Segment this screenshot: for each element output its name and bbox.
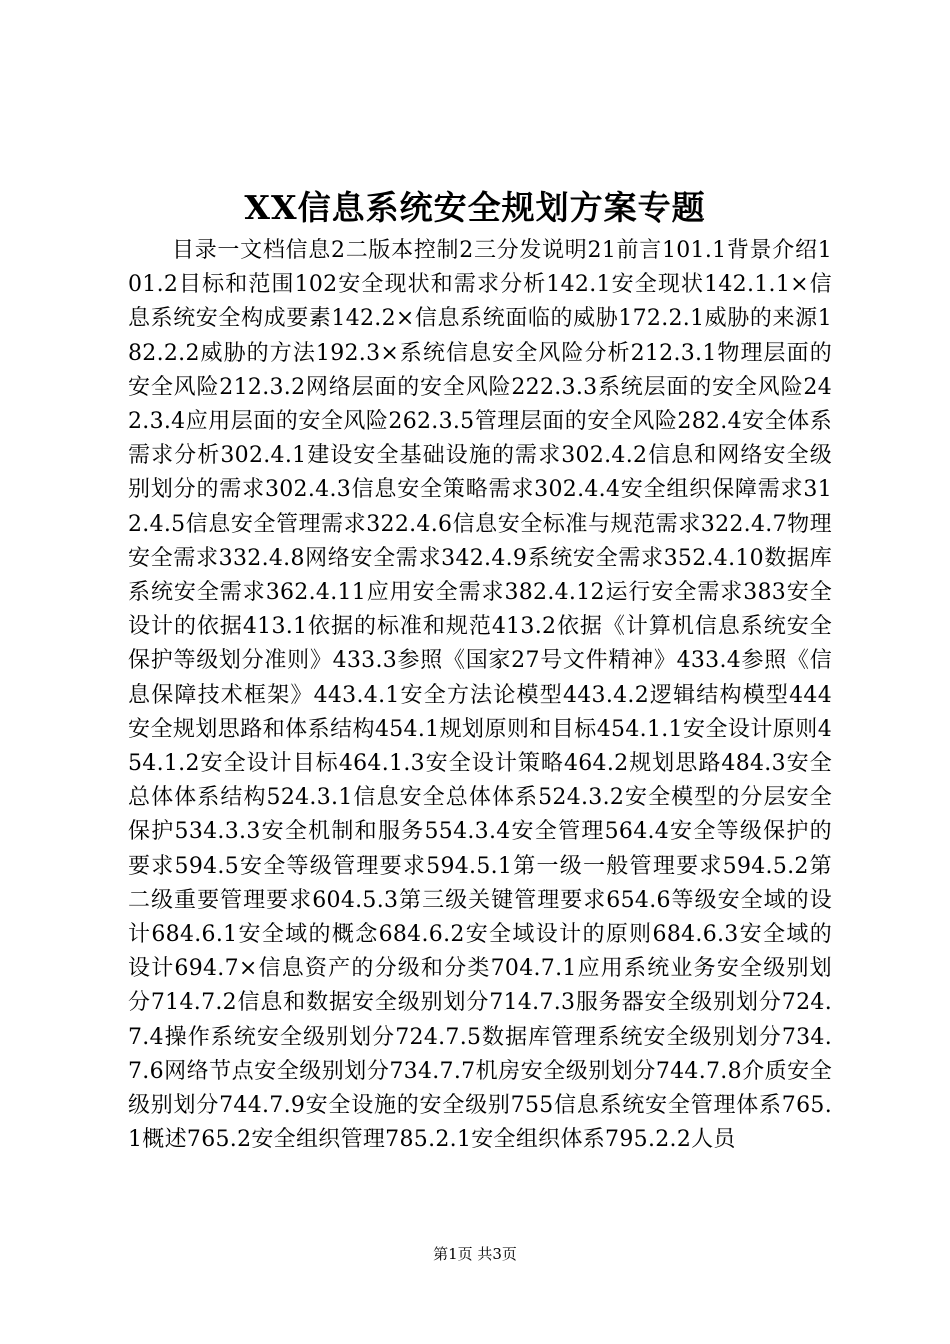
document-title: XX信息系统安全规划方案专题 [244, 188, 706, 227]
document-body: 目录一文档信息2二版本控制2三分发说明21前言101.1背景介绍101.2目标和范围102安全现状和需求分析142.1安全现状142.1.1×信息系统安全构成要素142.2×信息系统面临的威胁172.2.1威胁的来源182.2.2威胁的方法192.3×系统信息安全风险分析212.3.1物理层面的安全风险212.3.2网络层面的安全风险222.3.3系统层面的安全风险242.3.4应用层面的安全风险262.3.5管理层面的安全风险282.4安全体系需求分析302.4.1建设安全基础设施的需求302.4.2信息和网络安全级别划分的需求302.4.3信息安全策略需求302.4.4安全组织保障需求312.4.5信息安全管理需求322.4.6信息安全标准与规范需求322.4.7物理安全需求332.4.8网络安全需求342.4.9系统安全需求352.4.10数据库系统安全需求362.4.11应用安全需求382.4.12运行安全需求383安全设计的依据413.1依据的标准和规范413.2依据《计算机信息系统安全保护等级划分准则》433.3参照《国家27号文件精神》433.4参照《信息保障技术框架》443.4.1安全方法论模型443.4.2逻辑结构模型444安全规划思路和体系结构454.1规划原则和目标454.1.1安全设计原则454.1.2安全设计目标464.1.3安全设计策略464.2规划思路484.3安全总体体系结构524.3.1信息安全总体体系524.3.2安全模型的分层安全保护534.3.3安全机制和服务554.3.4安全管理564.4安全等级保护的要求594.5安全等级管理要求594.5.1第一级一般管理要求594.5.2第二级重要管理要求604.5.3第三级关键管理要求654.6等级安全域的设计684.6.1安全域的概念684.6.2安全域设计的原则684.6.3安全域的设计694.7×信息资产的分级和分类704.7.1应用系统业务安全级别划分714.7.2信息和数据安全级别划分714.7.3服务器安全级别划分724.7.4操作系统安全级别划分724.7.5数据库管理系统安全级别划分734.7.6网络节点安全级别划分734.7.7机房安全级别划分744.7.8介质安全级别划分744.7.9安全设施的安全级别755信息系统安全管理体系765.1概述765.2安全组织管理785.2.1安全组织体系795.2.2人员 [128, 238, 832, 1153]
page-number-footer: 第1页 共3页 [433, 1245, 517, 1263]
